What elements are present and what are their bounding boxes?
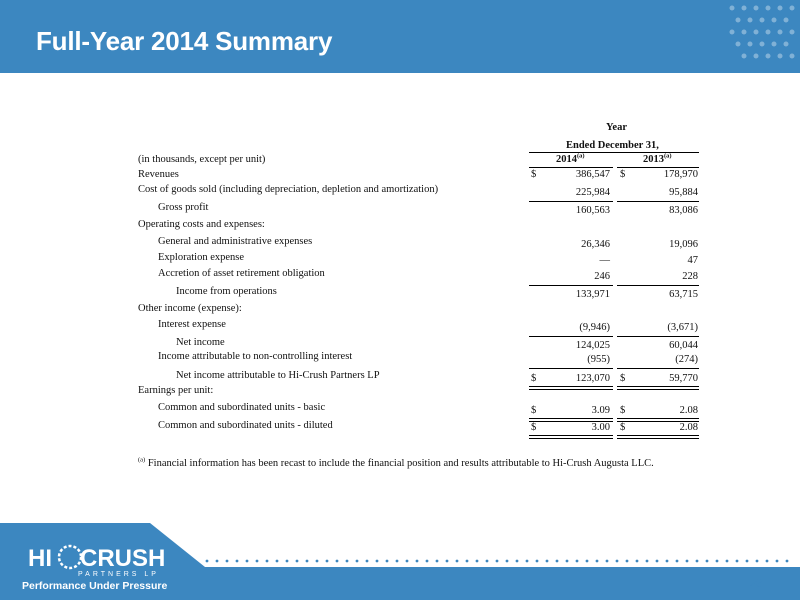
row-label-ga-expenses: General and administrative expenses (158, 236, 313, 247)
subtotal-rule (529, 368, 613, 369)
hi-crush-logo (22, 538, 172, 593)
cell-exploration-2014: — (599, 255, 610, 266)
cell-eps-diluted-2014: 3.00 (591, 422, 610, 433)
column-2013: 2013$^{(a)}$ (643, 152, 672, 165)
cell-gross-profit-2013: 83,086 (669, 205, 698, 216)
row-label-operating-costs: Operating costs and expenses: (138, 219, 265, 230)
row-label-accretion: Accretion of asset retirement obligation (158, 268, 325, 279)
cell-eps-basic-2013: 2.08 (679, 405, 698, 416)
units-label: (in thousands, except per unit) (138, 154, 266, 165)
row-label-interest-expense: Interest expense (158, 319, 226, 330)
total-double-rule (617, 435, 699, 439)
header-year: Year (606, 122, 627, 133)
header-rule (529, 152, 699, 153)
column-2014: 2014$^{(a)}$ (556, 152, 585, 165)
cell-net-income-2013: 60,044 (669, 340, 698, 351)
cell-revenues-2014: 386,547 (575, 169, 610, 180)
footnote: $^{(a)}$ Financial information has been recast to include the financial position and results attributable to Hi-Crush Augusta LLC. (138, 456, 654, 469)
row-label-other-income: Other income (expense): (138, 303, 242, 314)
subtotal-rule (617, 285, 699, 286)
cell-interest-2014: (9,946) (579, 322, 610, 333)
cell-ga-2013: 19,096 (669, 239, 698, 250)
currency-sign: $ (620, 373, 626, 384)
cell-accretion-2013: 228 (682, 271, 698, 282)
currency-sign: $ (620, 169, 626, 180)
cell-cogs-2013: 95,884 (669, 187, 698, 198)
subtotal-rule (617, 336, 699, 337)
row-label-net-income-hicrush: Net income attributable to Hi-Crush Partners LP (176, 370, 380, 381)
row-label-revenues: Revenues (138, 169, 179, 180)
svg-text:CRUSH: CRUSH (80, 545, 166, 572)
cell-net-income-hicrush-2014: 123,070 (575, 373, 610, 384)
row-label-eps: Earnings per unit: (138, 385, 214, 396)
row-label-exploration: Exploration expense (158, 252, 245, 263)
svg-text:PARTNERS LP: PARTNERS LP (78, 571, 159, 578)
page-number: 23 (749, 578, 762, 590)
currency-sign: $ (620, 405, 626, 416)
currency-sign: $ (531, 169, 537, 180)
subtotal-rule (529, 285, 613, 286)
svg-text:Performance Under Pressure: Performance Under Pressure (22, 580, 168, 592)
total-double-rule (529, 386, 613, 390)
cell-interest-2013: (3,671) (667, 322, 698, 333)
cell-income-ops-2013: 63,715 (669, 289, 698, 300)
row-label-cogs: Cost of goods sold (including depreciation, depletion and amortization) (138, 184, 439, 195)
row-label-nci: Income attributable to non-controlling interest (158, 351, 353, 362)
currency-sign: $ (531, 405, 537, 416)
total-double-rule (617, 386, 699, 390)
cell-eps-diluted-2013: 2.08 (679, 422, 698, 433)
cell-income-ops-2014: 133,971 (575, 289, 610, 300)
currency-sign: $ (531, 373, 537, 384)
subtotal-rule (617, 201, 699, 202)
cell-cogs-2014: 225,984 (575, 187, 610, 198)
subtotal-rule (529, 336, 613, 337)
total-double-rule (529, 435, 613, 439)
currency-sign: $ (531, 422, 537, 433)
row-label-net-income: Net income (176, 337, 225, 348)
subtotal-rule (529, 201, 613, 202)
cell-gross-profit-2014: 160,563 (575, 205, 610, 216)
row-label-eps-basic: Common and subordinated units - basic (158, 402, 326, 413)
cell-nci-2014: (955) (587, 354, 610, 365)
row-label-eps-diluted: Common and subordinated units - diluted (158, 420, 333, 431)
cell-exploration-2013: 47 (687, 255, 698, 266)
cell-net-income-hicrush-2013: 59,770 (669, 373, 698, 384)
cell-net-income-2014: 124,025 (575, 340, 610, 351)
cell-accretion-2014: 246 (594, 271, 610, 282)
subtotal-rule (617, 368, 699, 369)
cell-ga-2014: 26,346 (581, 239, 610, 250)
header-ended: Ended December 31, (566, 140, 659, 151)
cell-eps-basic-2014: 3.09 (591, 405, 610, 416)
column-rule-2013 (617, 167, 699, 168)
slide-title: Full-Year 2014 Summary (36, 26, 333, 56)
row-label-gross-profit: Gross profit (158, 202, 209, 213)
column-rule-2014 (529, 167, 613, 168)
currency-sign: $ (620, 422, 626, 433)
cell-nci-2013: (274) (675, 354, 698, 365)
cell-revenues-2013: 178,970 (663, 169, 698, 180)
svg-text:HI: HI (28, 545, 52, 572)
row-label-income-from-operations: Income from operations (176, 286, 277, 297)
